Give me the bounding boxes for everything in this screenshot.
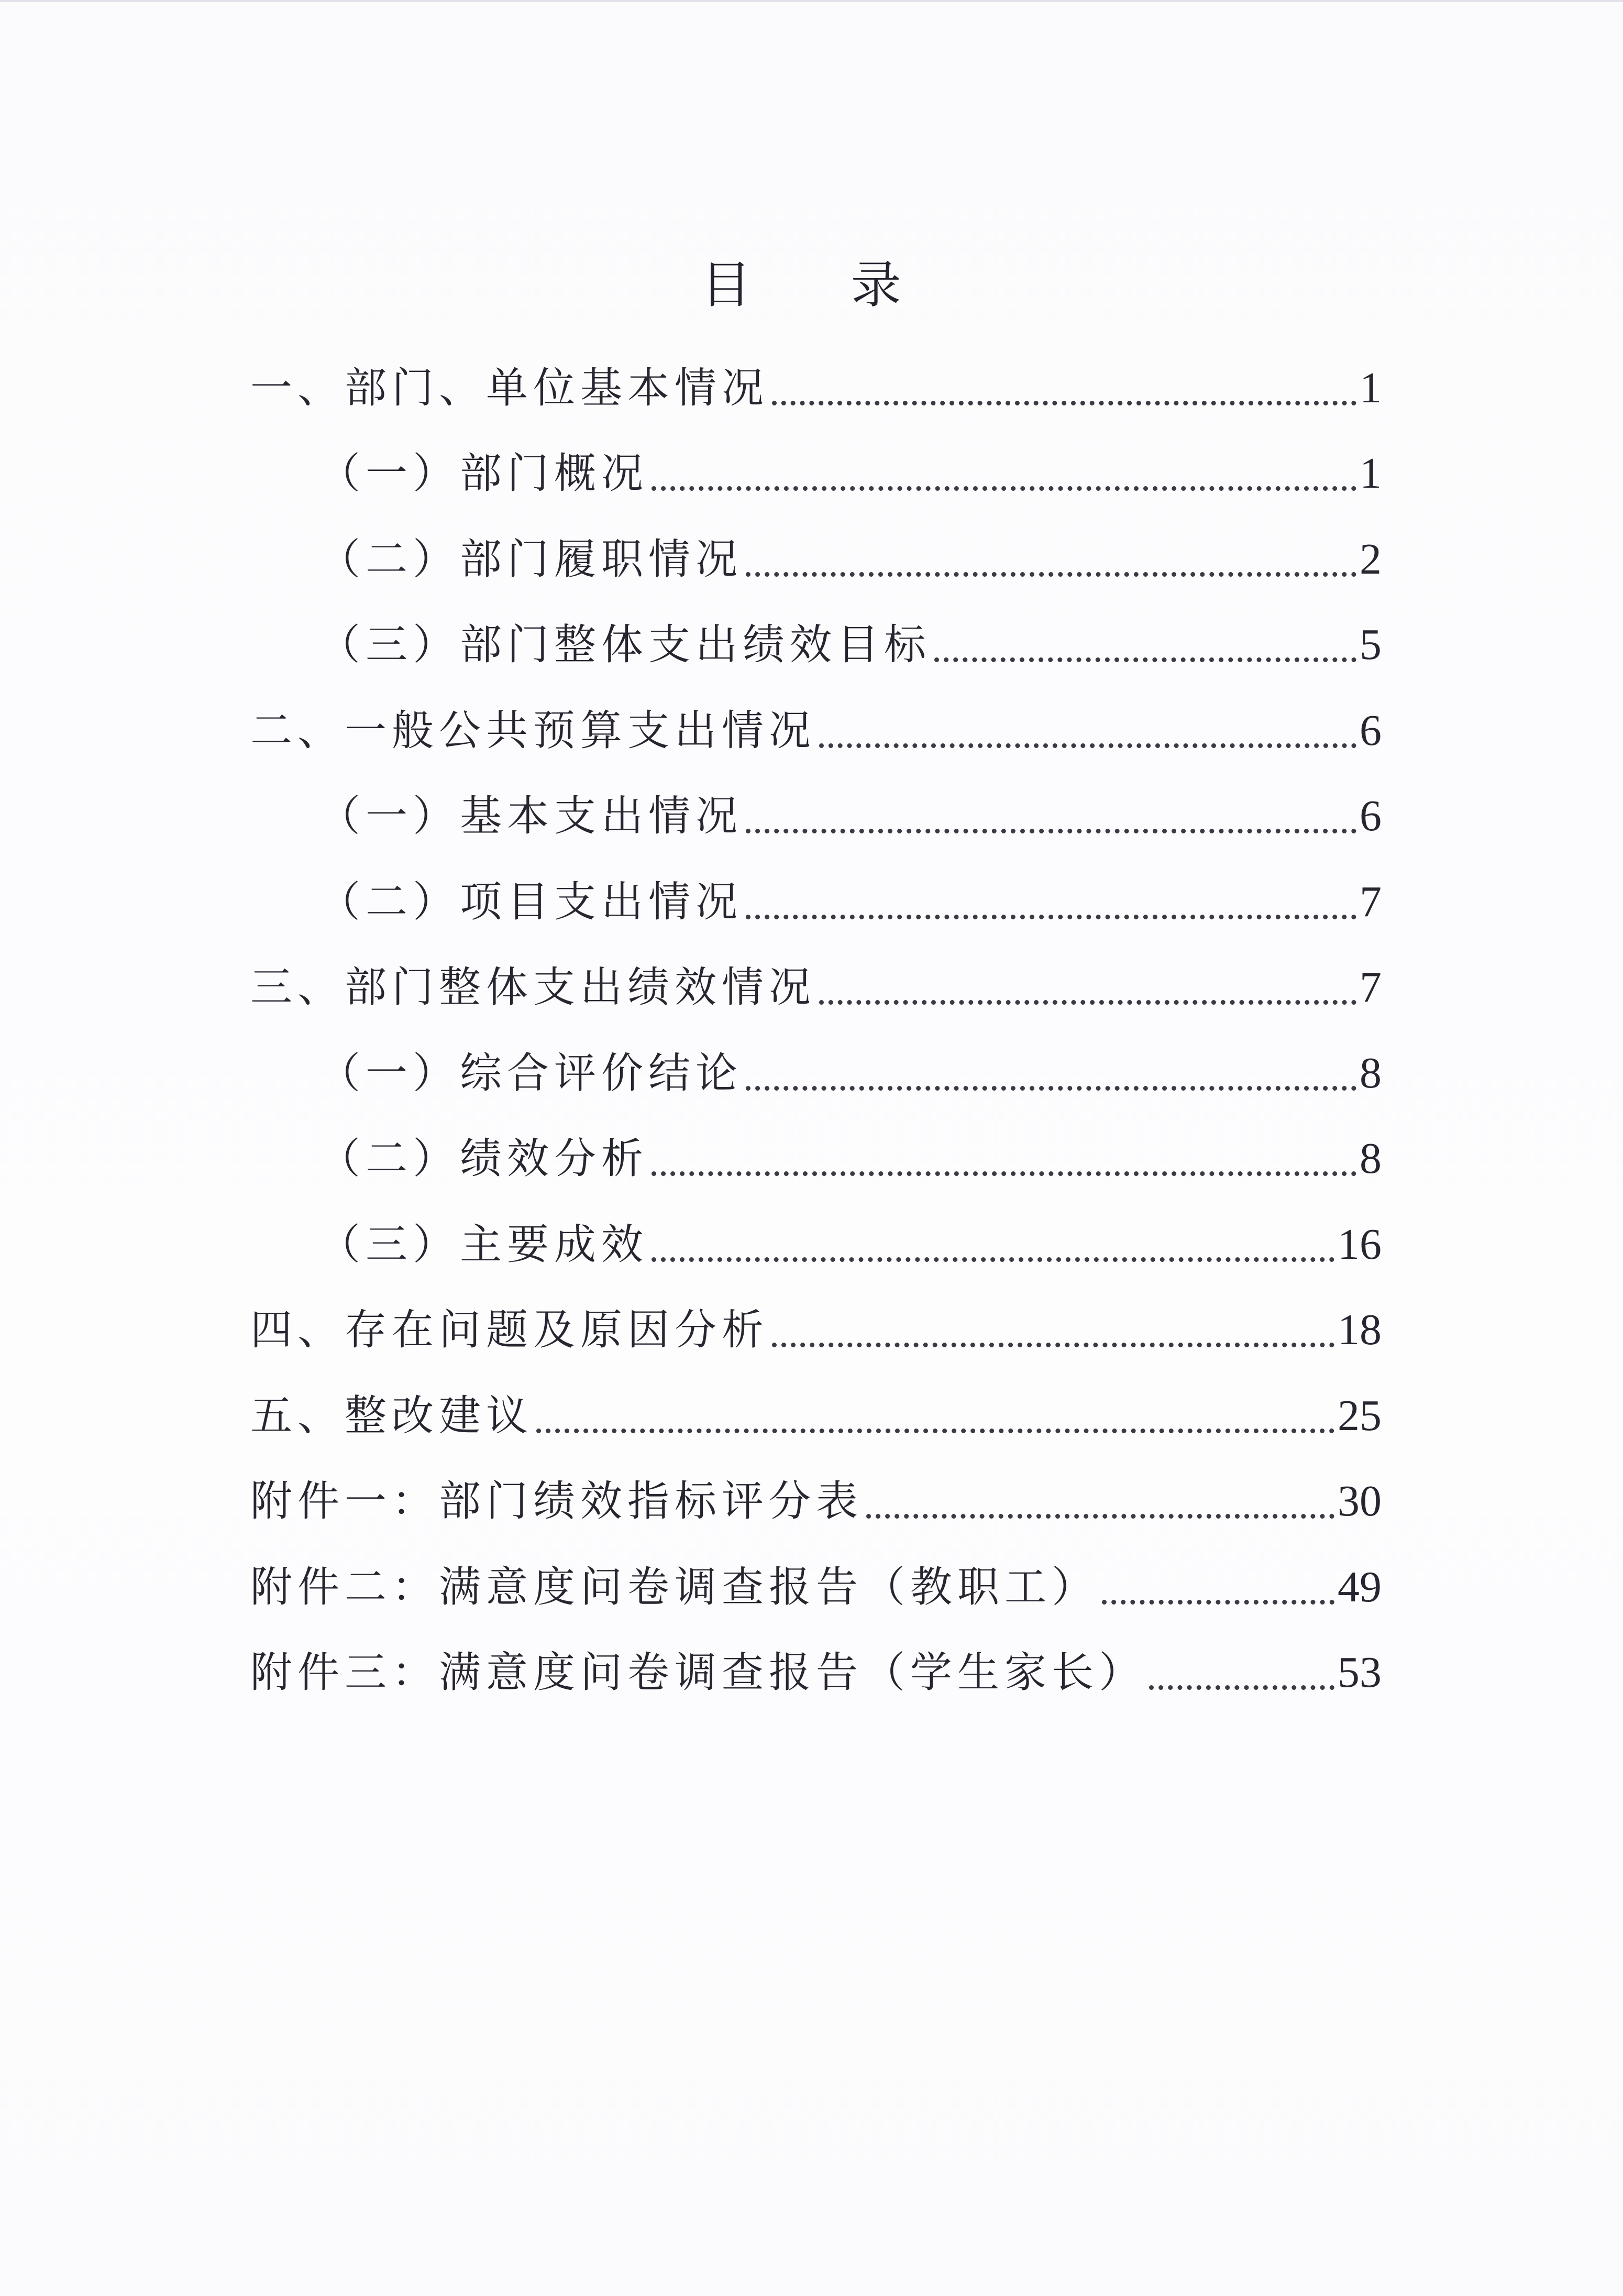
toc-entry-page: 18 (1338, 1305, 1382, 1354)
dot-leader (1149, 1675, 1334, 1690)
toc-entry-label: 附件二：满意度问卷调查报告（教职工） (250, 1562, 1099, 1611)
toc-entry[interactable] (250, 1530, 1382, 1616)
dot-leader (746, 1075, 1356, 1091)
toc-entry-label: （三）部门整体支出绩效目标 (318, 620, 931, 669)
toc-entry-page: 2 (1360, 534, 1382, 584)
toc-entry[interactable] (250, 1616, 1382, 1702)
toc-entry-page: 5 (1360, 620, 1382, 669)
toc-entry-label: （一）综合评价结论 (318, 1048, 743, 1097)
toc-entry-label: （二）绩效分析 (318, 1134, 648, 1183)
toc-entry[interactable] (250, 1102, 1382, 1188)
toc-entry[interactable] (250, 931, 1382, 1017)
toc-entry-label: 附件三：满意度问卷调查报告（学生家长） (250, 1648, 1146, 1697)
toc-entry[interactable] (250, 502, 1382, 588)
dot-leader (746, 818, 1356, 833)
toc-entry-label: 三、部门整体支出绩效情况 (250, 963, 816, 1012)
dot-leader (1102, 1589, 1334, 1605)
dot-leader (772, 1332, 1334, 1347)
toc-entry-label: （一）基本支出情况 (318, 792, 743, 840)
toc-entry[interactable] (250, 1445, 1382, 1531)
dot-leader (746, 904, 1356, 919)
toc-entry-page: 49 (1338, 1562, 1382, 1611)
table-of-contents (250, 331, 1382, 1701)
toc-entry-label: （二）部门履职情况 (318, 534, 743, 584)
toc-entry[interactable] (250, 1273, 1382, 1359)
dot-leader (819, 733, 1356, 748)
toc-entry-page: 8 (1360, 1134, 1382, 1183)
toc-entry-label: （三）主要成效 (318, 1220, 648, 1269)
toc-entry-page: 30 (1338, 1477, 1382, 1525)
toc-entry-page: 1 (1360, 449, 1382, 498)
toc-entry-label: 五、整改建议 (250, 1391, 533, 1440)
dot-leader (536, 1418, 1334, 1433)
toc-entry-page: 1 (1360, 363, 1382, 412)
toc-entry-page: 25 (1338, 1391, 1382, 1440)
toc-entry-page: 16 (1338, 1220, 1382, 1269)
dot-leader (934, 647, 1356, 662)
toc-entry[interactable] (250, 674, 1382, 760)
toc-entry[interactable] (250, 845, 1382, 931)
toc-entry-label: 二、一般公共预算支出情况 (250, 706, 816, 755)
toc-entry[interactable] (250, 1188, 1382, 1273)
toc-entry-page: 7 (1360, 877, 1382, 926)
toc-entry[interactable] (250, 417, 1382, 503)
dot-leader (819, 990, 1356, 1005)
toc-entry-page: 6 (1360, 792, 1382, 840)
toc-entry-page: 6 (1360, 706, 1382, 755)
toc-entry-label: （二）项目支出情况 (318, 877, 743, 926)
dot-leader (652, 1161, 1356, 1176)
toc-entry-label: （一）部门概况 (318, 449, 648, 498)
dot-leader (652, 1247, 1334, 1262)
toc-entry-label: 附件一：部门绩效指标评分表 (250, 1477, 863, 1525)
dot-leader (866, 1503, 1334, 1519)
dot-leader (772, 390, 1356, 405)
toc-entry[interactable] (250, 760, 1382, 845)
toc-entry[interactable] (250, 588, 1382, 674)
toc-entry-label: 一、部门、单位基本情况 (250, 363, 769, 412)
toc-entry[interactable] (250, 331, 1382, 417)
dot-leader (746, 562, 1356, 577)
toc-entry-page: 8 (1360, 1048, 1382, 1097)
toc-entry[interactable] (250, 1359, 1382, 1445)
dot-leader (652, 476, 1356, 491)
toc-entry[interactable] (250, 1016, 1382, 1102)
toc-title: 目 录 (701, 256, 943, 314)
toc-entry-label: 四、存在问题及原因分析 (250, 1305, 769, 1354)
toc-entry-page: 53 (1338, 1648, 1382, 1697)
toc-entry-page: 7 (1360, 963, 1382, 1012)
